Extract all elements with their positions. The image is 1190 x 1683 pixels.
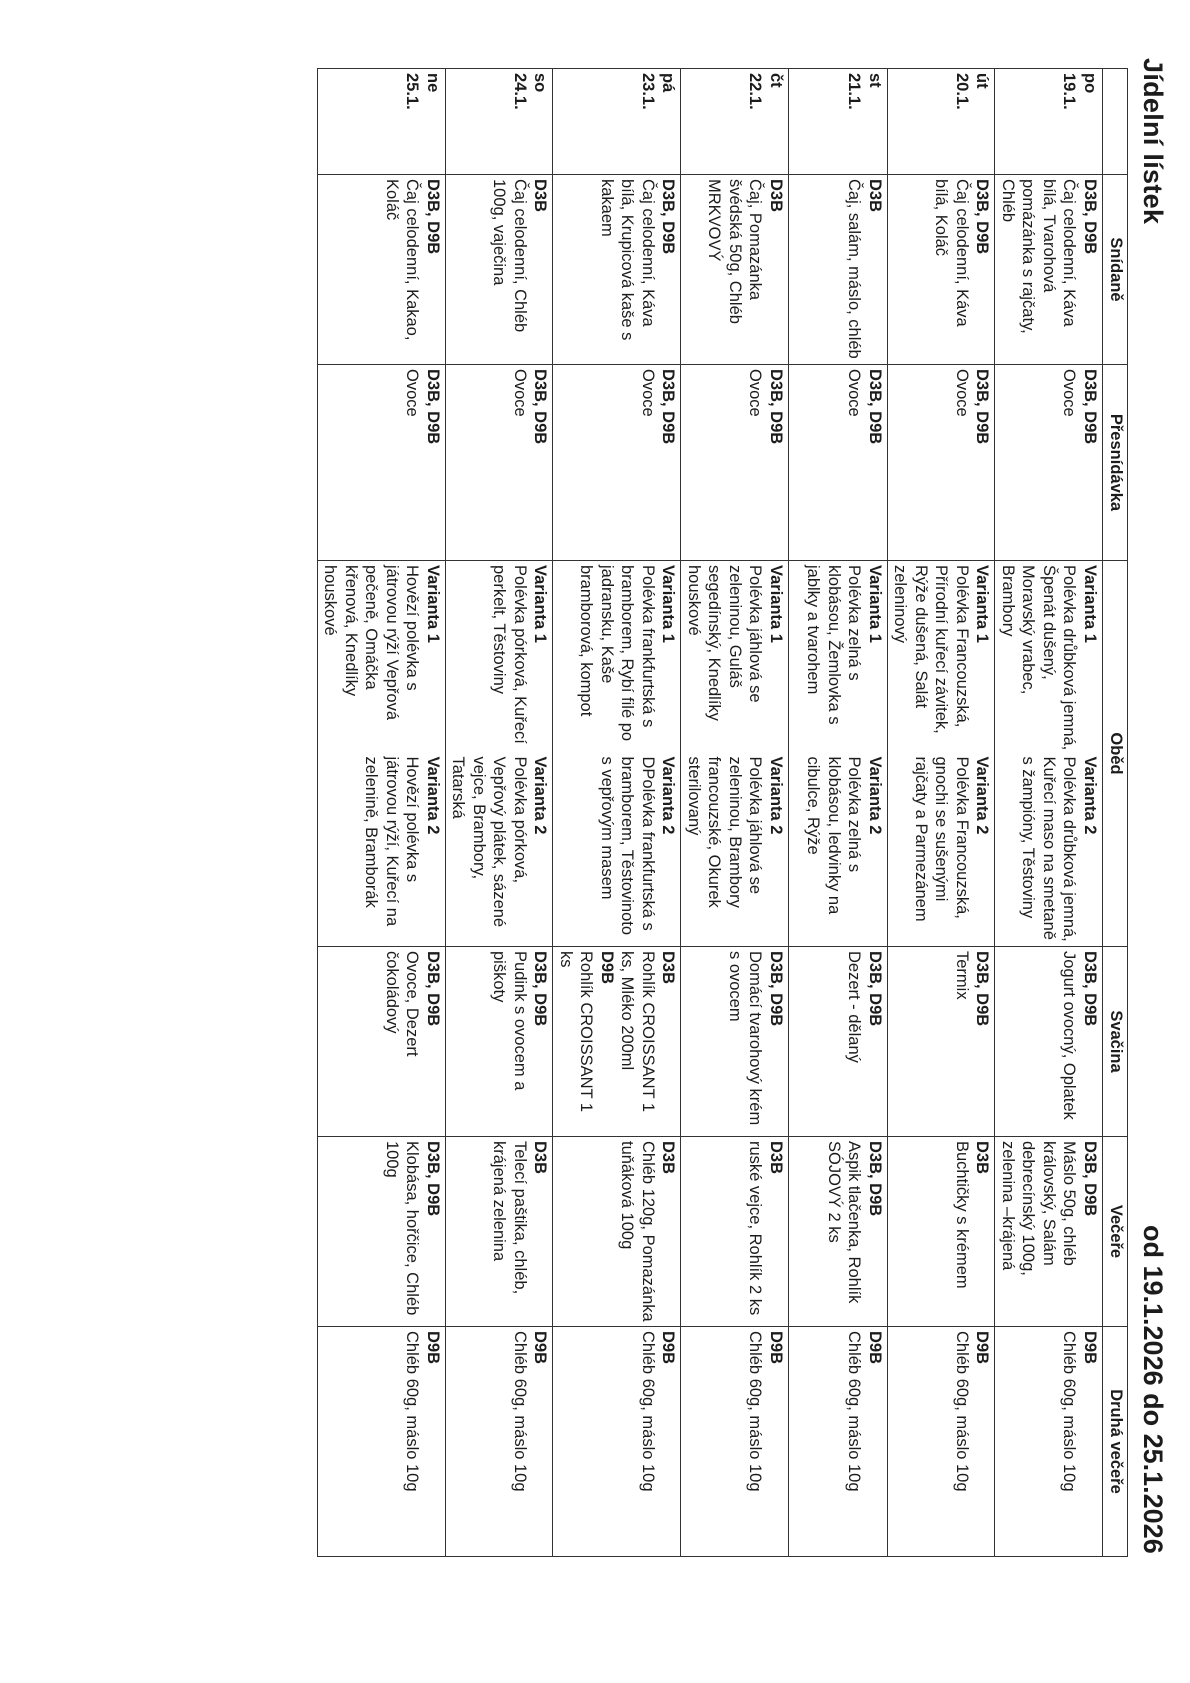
obed-variant-2: [803, 757, 885, 943]
obed-variant-2: [320, 757, 443, 943]
meal-code: D3B, D9B: [1081, 951, 1099, 1027]
meal-text: Ovoce: [639, 369, 657, 417]
obed-cell: [318, 561, 446, 947]
meal-text: Ovoce, Dezert čokoládový: [383, 951, 422, 1057]
meal-text: Ovoce: [953, 369, 971, 417]
variant-text: Polévka Francouzská, gnochi se sušenými rajčaty a Parmezánem: [912, 756, 971, 922]
meal-code: D9B: [659, 1331, 678, 1365]
variant-text: Polévka drůbková jemná, Špenát dušený, Moravský vrabec, Brambory: [999, 565, 1079, 751]
meal-text: Termix: [953, 951, 971, 1000]
day-date: 23.1.: [639, 73, 657, 110]
day-name: pá: [659, 73, 678, 93]
day-row: [553, 69, 681, 1557]
variant-text: Polévka pórková, Kuřecí perkelt, Těstoviny: [490, 565, 529, 744]
meal-code: D3B, D9B: [866, 369, 884, 445]
presnidavka-cell: [888, 365, 996, 561]
druha-vecere-cell: [318, 1327, 446, 1557]
day-name: po: [1081, 73, 1099, 94]
variant-text: Polévka jáhlová se zeleninou, Guláš segedínský, Knedlíky houskové: [685, 565, 765, 721]
meal-code: D3B: [973, 1141, 992, 1175]
meal-code: D3B: [531, 179, 550, 213]
svacina-cell: [681, 947, 789, 1137]
day-name: so: [531, 73, 550, 93]
presnidavka-cell: [681, 365, 789, 561]
obed-variant-1: [684, 565, 787, 751]
meal-text: Čaj celodenní, Káva bílá, Tvarohová pomázánka s rajčaty, Chléb: [999, 179, 1079, 334]
meal-code: D3B, D9B: [531, 369, 550, 445]
meal-text: Chléb 60g, máslo 10g: [1060, 1331, 1079, 1492]
day-row: [681, 69, 789, 1557]
meal-code: D9B: [866, 1331, 884, 1365]
meal-code: D9B: [1081, 1331, 1099, 1365]
svacina-cell: [318, 947, 446, 1137]
header-svacina: Svačina: [1103, 947, 1128, 1137]
obed-variant-1: [320, 565, 443, 751]
day-cell: [995, 69, 1103, 175]
meal-code: D3B, D9B: [659, 179, 678, 255]
meal-text: Čaj celodenní, Káva bílá, Koláč: [932, 179, 971, 327]
meal-text: Dezert - dělaný: [845, 951, 864, 1063]
meal-text: Ovoce: [746, 369, 765, 417]
header-vecere: Večeře: [1103, 1137, 1128, 1327]
meal-text: Rohlík CROISSANT 1 ks: [557, 951, 596, 1113]
meal-text: Ovoce: [511, 369, 529, 417]
druha-vecere-cell: [888, 1327, 996, 1557]
presnidavka-cell: [318, 365, 446, 561]
presnidavka-cell: [553, 365, 681, 561]
svacina-cell: [446, 947, 554, 1137]
variant-text: Hovězí polévka s játrovou rýží, Kuřecí na zelenině, Bramborák: [362, 756, 422, 927]
druha-vecere-cell: [446, 1327, 554, 1557]
day-cell: [318, 69, 446, 175]
meal-code: D3B, D9B: [424, 179, 442, 255]
meal-code: D3B, D9B: [424, 951, 442, 1027]
obed-variant-2: [998, 757, 1101, 943]
obed-cell: [681, 561, 789, 947]
druha-vecere-cell: [789, 1327, 888, 1557]
obed-cell: [553, 561, 681, 947]
obed-variant-1: [890, 565, 993, 751]
variant-label: Varianta 1: [531, 565, 550, 643]
day-date: 24.1.: [511, 73, 529, 110]
snidane-cell: [789, 175, 888, 365]
meal-text: Ovoce: [1060, 369, 1079, 417]
variant-label: Varianta 2: [424, 756, 442, 835]
presnidavka-cell: [789, 365, 888, 561]
meal-text: Čaj celodenní, Kakao, Koláč: [383, 179, 422, 341]
meal-code: D9B: [973, 1331, 992, 1365]
day-row: [995, 69, 1103, 1557]
meal-code: D3B, D9B: [973, 179, 992, 255]
menu-table: [317, 68, 1128, 1557]
obed-cell: [446, 561, 554, 947]
snidane-cell: [888, 175, 996, 365]
variant-label: Varianta 2: [973, 756, 992, 835]
obed-variant-2: [684, 757, 787, 943]
meal-code: D3B, D9B: [1081, 369, 1099, 445]
meal-code: D9B: [424, 1331, 442, 1365]
meal-text: Telecí paštika, chléb, krájená zelenina: [490, 1141, 529, 1295]
header-presnidavka: Přesnídávka: [1103, 365, 1128, 561]
meal-text: Domácí tvarohový krém s ovocem: [726, 951, 765, 1126]
snidane-cell: [446, 175, 554, 365]
meal-text: Čaj celodenní, Káva bílá, Krupicová kaše s kakaem: [598, 179, 657, 341]
variant-text: Polévka Francouzská, Přírodní kuřecí závitek, Rýže dušená, Salát zeleninový: [891, 565, 971, 734]
snidane-cell: [318, 175, 446, 365]
variant-label: Varianta 1: [1081, 565, 1099, 643]
header-row: [1103, 69, 1128, 1557]
vecere-cell: [789, 1137, 888, 1327]
meal-code: D3B: [659, 1141, 678, 1175]
meal-text: ruské vejce, Rohlík 2 ks: [746, 1141, 765, 1316]
meal-code: D9B: [598, 951, 616, 985]
svacina-cell: [553, 947, 681, 1137]
svacina-cell: [789, 947, 888, 1137]
variant-text: Polévka jáhlová se zeleninou, Brambory francouzské, Okurek sterilovaný: [685, 756, 765, 908]
variant-text: Polévka frankfurtská s bramborem, Rybí filé po jadransku, Kaše bramborová, kompot: [577, 565, 657, 742]
day-date: 21.1.: [845, 73, 864, 110]
obed-variant-1: [576, 565, 679, 751]
vecere-cell: [446, 1137, 554, 1327]
meal-text: Chléb 60g, máslo 10g: [511, 1331, 529, 1492]
druha-vecere-cell: [995, 1327, 1103, 1557]
meal-code: D3B, D9B: [1081, 179, 1099, 255]
day-name: ne: [424, 73, 442, 93]
variant-label: Varianta 2: [1081, 756, 1099, 835]
day-cell: [553, 69, 681, 175]
meal-code: D3B: [767, 179, 785, 213]
meal-text: Čaj, Pomazánka švédská 50g, Chléb MRKVOVÝ: [705, 179, 765, 324]
day-cell: [681, 69, 789, 175]
variant-text: Polévka zelná s klobásou, ledvinky na cibulce, Rýže: [804, 756, 864, 915]
svacina-cell: [888, 947, 996, 1137]
day-row: [789, 69, 888, 1557]
meal-text: Pudink s ovocem a piškoty: [490, 951, 529, 1091]
meal-text: Aspik tlačenka, Rohlík SÓJOVÝ 2 ks: [825, 1141, 864, 1304]
obed-variant-2: [576, 757, 679, 943]
variant-label: Varianta 1: [767, 565, 785, 643]
variant-label: Varianta 2: [659, 756, 678, 835]
meal-code: D9B: [531, 1331, 550, 1365]
day-date: 25.1.: [403, 73, 422, 110]
obed-variant-2: [890, 757, 993, 943]
vecere-cell: [888, 1137, 996, 1327]
meal-text: Čaj celodenní, Chléb 100g, vaječina: [490, 179, 529, 333]
druha-vecere-cell: [681, 1327, 789, 1557]
meal-text: Chléb 120g, Pomazánka tuňáková 100g: [618, 1141, 657, 1322]
vecere-cell: [681, 1137, 789, 1327]
day-row: [318, 69, 446, 1557]
variant-text: Polévka drůbková jemná, Kuřecí maso na smetaně s žampióny, Těstoviny: [1019, 756, 1079, 942]
meal-code: D9B: [767, 1331, 785, 1365]
meal-code: D3B, D9B: [973, 369, 992, 445]
meal-code: D3B, D9B: [424, 369, 442, 445]
meal-text: Chléb 60g, máslo 10g: [746, 1331, 765, 1492]
meal-code: D3B: [531, 1141, 550, 1175]
druha-vecere-cell: [553, 1327, 681, 1557]
vecere-cell: [318, 1137, 446, 1327]
variant-label: Varianta 2: [767, 756, 785, 835]
header-snidane: Snídaně: [1103, 175, 1128, 365]
obed-cell: [888, 561, 996, 947]
meal-code: D3B, D9B: [767, 369, 785, 445]
day-cell: [446, 69, 554, 175]
variant-text: Polévka pórková, Vepřový plátek, sázené vejce, Brambory, Tatarská: [449, 756, 529, 928]
variant-label: Varianta 1: [973, 565, 992, 643]
variant-label: Varianta 1: [659, 565, 678, 643]
variant-text: Polévka zelná s klobásou, Žemlovka s jablky a tvarohem: [804, 565, 864, 725]
meal-text: Chléb 60g, máslo 10g: [953, 1331, 971, 1492]
meal-code: D3B: [659, 951, 678, 985]
variant-text: Hovězí polévka s játrovou rýží Vepřová pečeně, Omáčka křenová, Knedlíky houskové: [321, 565, 422, 720]
vecere-cell: [553, 1137, 681, 1327]
header-obed: Oběd: [1103, 561, 1128, 947]
day-date: 20.1.: [953, 73, 971, 110]
presnidavka-cell: [446, 365, 554, 561]
meal-text: Ovoce: [403, 369, 422, 417]
snidane-cell: [995, 175, 1103, 365]
snidane-cell: [553, 175, 681, 365]
meal-code: D3B, D9B: [866, 951, 884, 1027]
variant-label: Varianta 2: [531, 756, 550, 835]
meal-code: D3B, D9B: [659, 369, 678, 445]
meal-text: Chléb 60g, máslo 10g: [403, 1331, 422, 1492]
svacina-cell: [995, 947, 1103, 1137]
day-name: út: [973, 73, 992, 89]
meal-text: Klobása, hořčice, Chléb 100g: [383, 1141, 422, 1316]
meal-text: Máslo 50g, chléb královský, Salám debrecínský 100g, zelenina –krájená: [999, 1141, 1079, 1276]
meal-text: Chléb 60g, máslo 10g: [639, 1331, 657, 1492]
presnidavka-cell: [995, 365, 1103, 561]
meal-text: Chléb 60g, máslo 10g: [845, 1331, 864, 1492]
meal-text: Buchtičky s krémem: [953, 1141, 971, 1289]
meal-text: Čaj, salám, máslo, chléb: [845, 179, 864, 359]
day-name: st: [866, 73, 884, 88]
meal-code: D3B, D9B: [531, 951, 550, 1027]
variant-label: Varianta 2: [866, 756, 884, 835]
day-row: [446, 69, 554, 1557]
header-day: [1103, 69, 1128, 175]
vecere-cell: [995, 1137, 1103, 1327]
meal-code: D3B: [767, 1141, 785, 1175]
day-cell: [789, 69, 888, 175]
variant-label: Varianta 1: [424, 565, 442, 643]
snidane-cell: [681, 175, 789, 365]
obed-cell: [789, 561, 888, 947]
day-date: 19.1.: [1060, 73, 1079, 110]
meal-code: D3B, D9B: [767, 951, 785, 1027]
obed-variant-2: [448, 757, 551, 943]
obed-cell: [995, 561, 1103, 947]
day-name: čt: [767, 73, 785, 88]
obed-variant-1: [448, 565, 551, 751]
meal-code: D3B, D9B: [866, 1141, 884, 1217]
meal-code: D3B: [866, 179, 884, 213]
variant-text: DPolévka frankfurtská s bramborem, Těstovinoto s vepřovým masem: [598, 756, 657, 936]
meal-code: D3B, D9B: [1081, 1141, 1099, 1217]
day-date: 22.1.: [746, 73, 765, 110]
meal-text: Rohlík CROISSANT 1 ks, Mléko 200ml: [618, 951, 657, 1113]
date-range: od 19.1.2026 do 25.1.2026: [1138, 1225, 1168, 1554]
header-druha-vecere: Druhá večeře: [1103, 1327, 1128, 1557]
meal-code: D3B, D9B: [424, 1141, 442, 1217]
page-title: Jídelní lístek: [1138, 58, 1168, 225]
meal-text: Ovoce: [845, 369, 864, 417]
meal-code: D3B, D9B: [973, 951, 992, 1027]
day-cell: [888, 69, 996, 175]
variant-label: Varianta 1: [866, 565, 884, 643]
day-row: [888, 69, 996, 1557]
obed-variant-1: [803, 565, 885, 751]
obed-variant-1: [998, 565, 1101, 751]
meal-text: Jogurt ovocný, Oplatek: [1060, 951, 1079, 1120]
